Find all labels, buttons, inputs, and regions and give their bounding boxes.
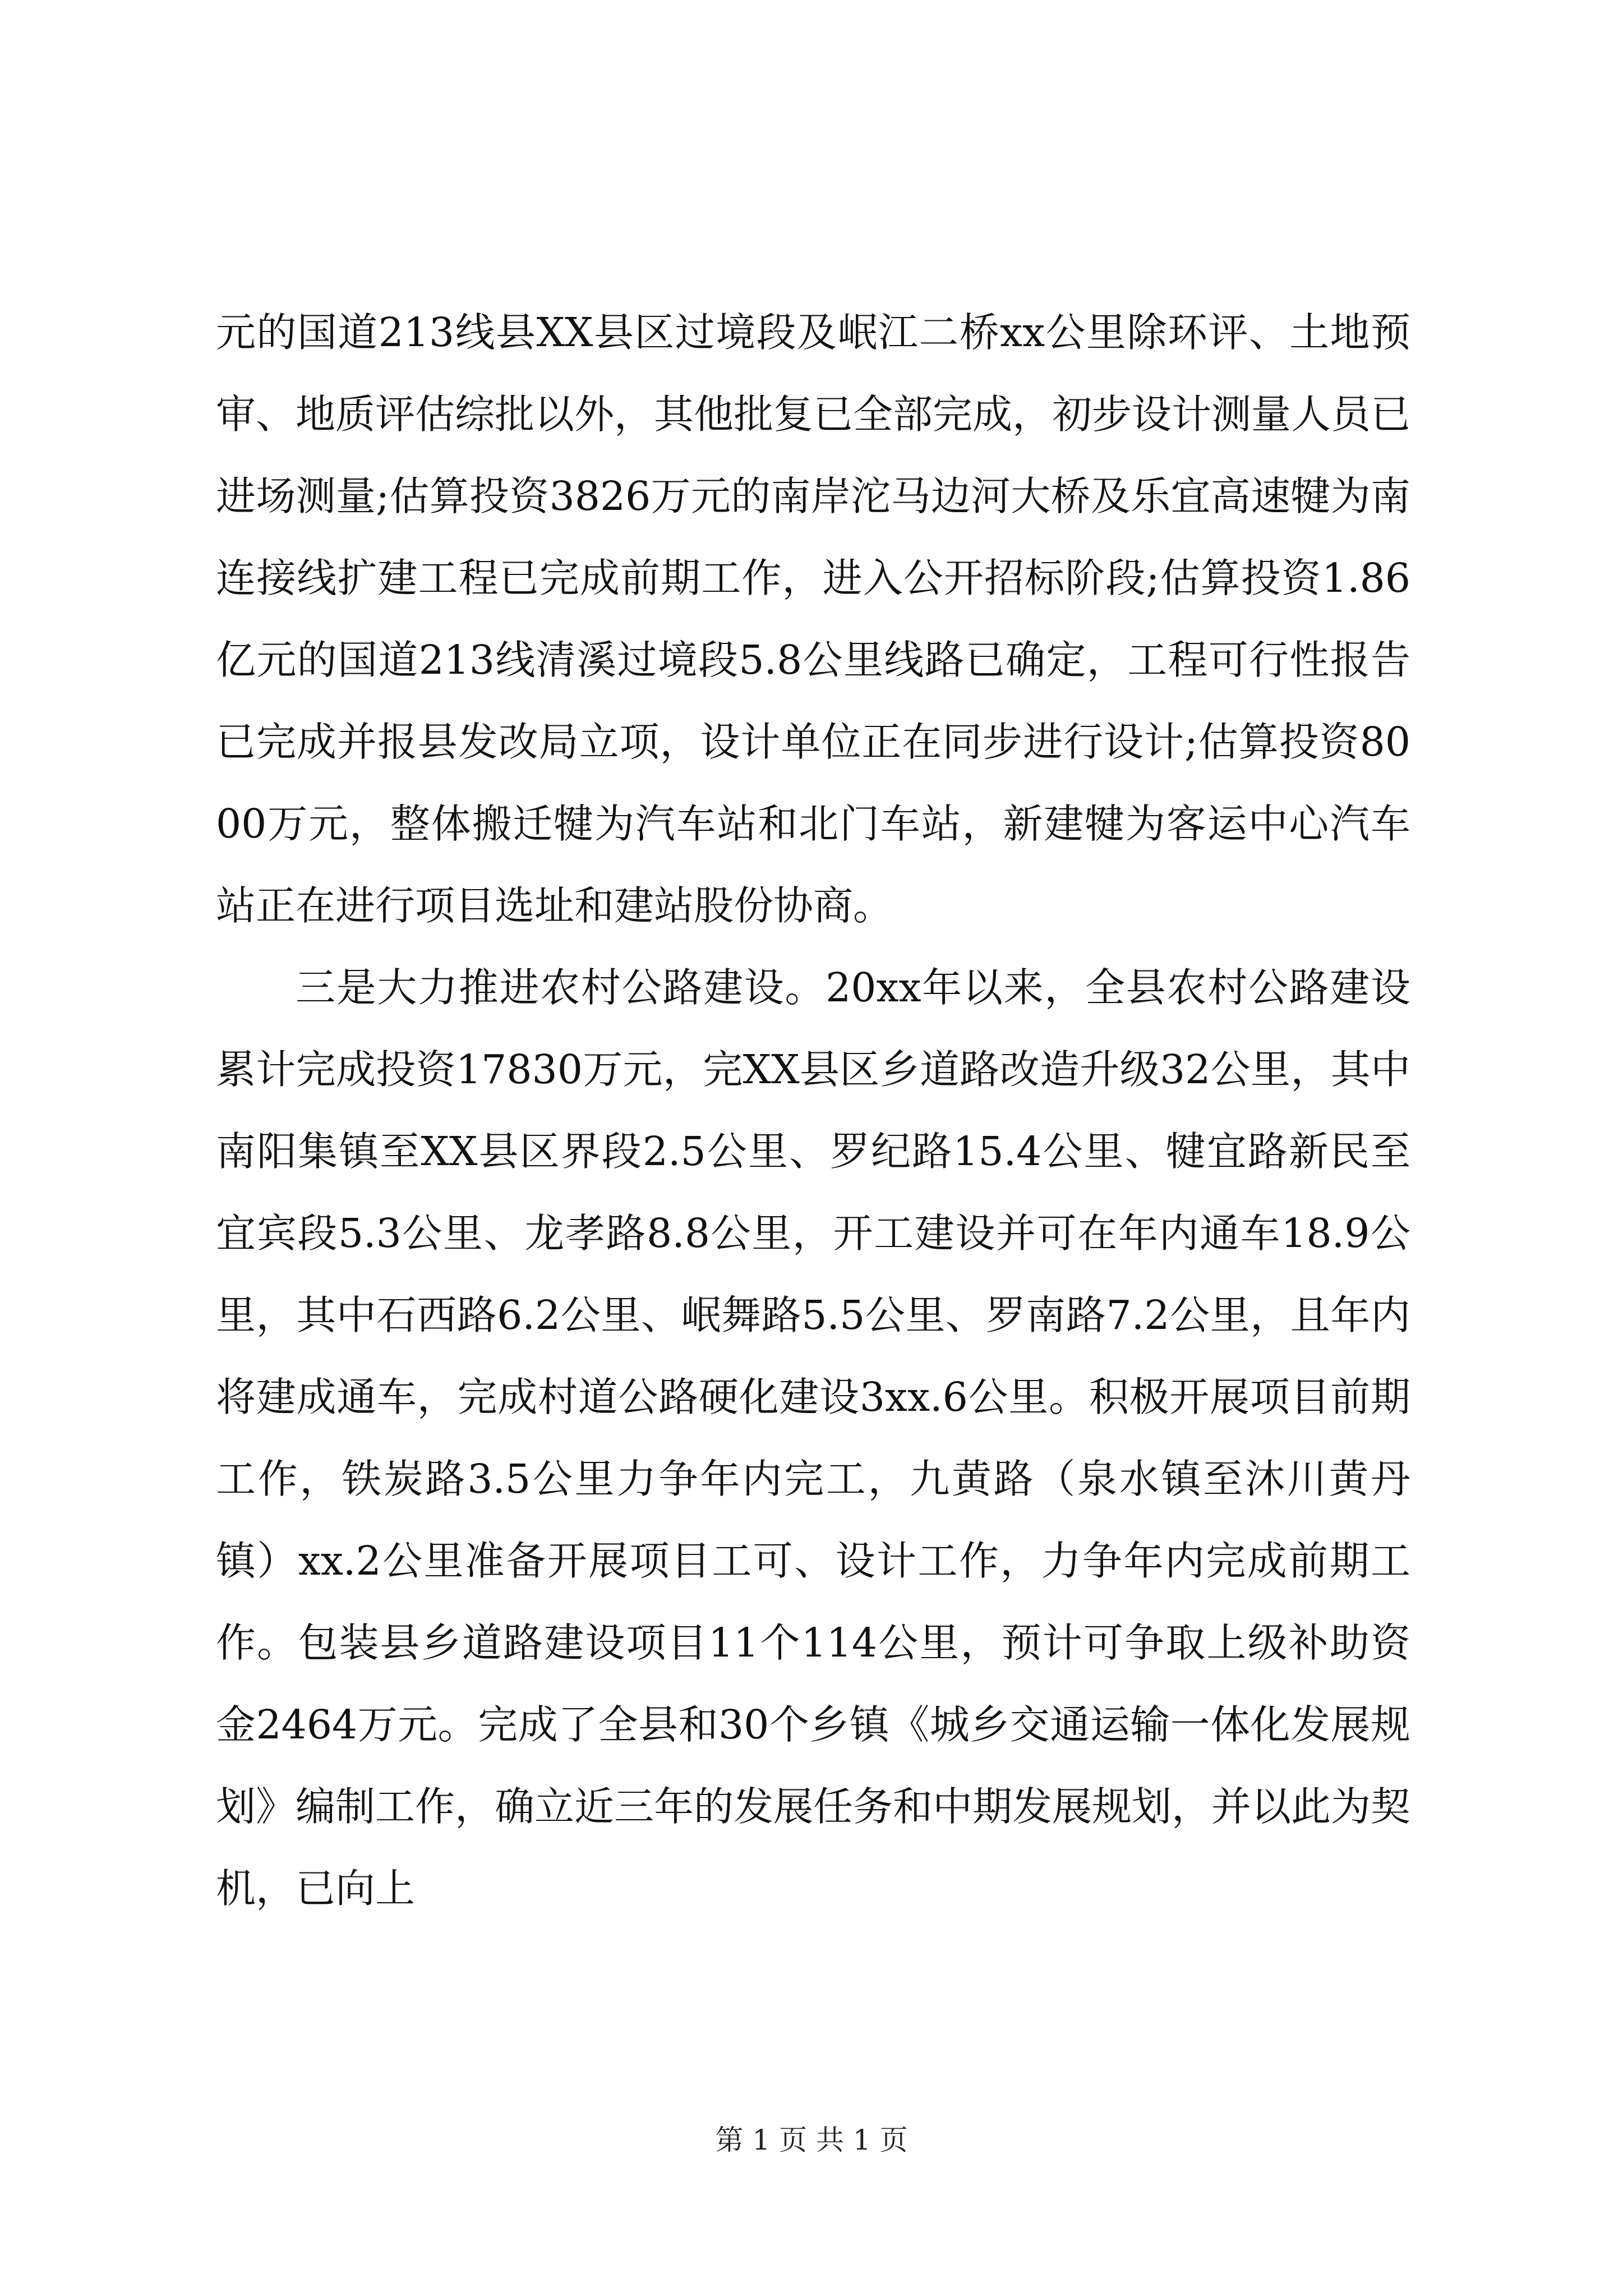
document-body [216,292,1410,1930]
paragraph-1: 元的国道213线县XX县区过境段及岷江二桥xx公里除环评、土地预审、地质评估综批以外，其他批复已全部完成，初步设计测量人员已进场测量;估算投资3826万元的南岸沱马边河大桥及乐宜高速犍为南连接线扩建工程已完成前期工作，进入公开招标阶段;估算投资1.86亿元的国道213线清溪过境段5.8公里线路已确定，工程可行性报告已完成并报县发改局立项，设计单位正在同步进行设计;估算投资8000万元，整体搬迁犍为汽车站和北门车站，新建犍为客运中心汽车站正在进行项目选址和建站股份协商。 [216,309,1411,929]
page-footer: 第 1 页 共 1 页 [715,2124,908,2156]
paragraph-2: 三是大力推进农村公路建设。20xx年以来，全县农村公路建设累计完成投资17830万元，完XX县区乡道路改造升级32公里，其中南阳集镇至XX县区界段2.5公里、罗纪路15.4公里、犍宜路新民至宜宾段5.3公里、龙孝路8.8公里，开工建设并可在年内通车18.9公里，其中石西路6.2公里、岷舞路5.5公里、罗南路7.2公里，且年内将建成通车，完成村道公路硬化建设3xx.6公里。积极开展项目前期工作，铁炭路3.5公里力争年内完工，九黄路（泉水镇至沐川黄丹镇）xx.2公里准备开展项目工可、设计工作，力争年内完成前期工作。包装县乡道路建设项目11个114公里，预计可争取上级补助资金2464万元。完成了全县和30个乡镇《城乡交通运输一体化发展规划》编制工作，确立近三年的发展任务和中期发展规划，并以此为契机，已向上 [216,964,1411,1912]
